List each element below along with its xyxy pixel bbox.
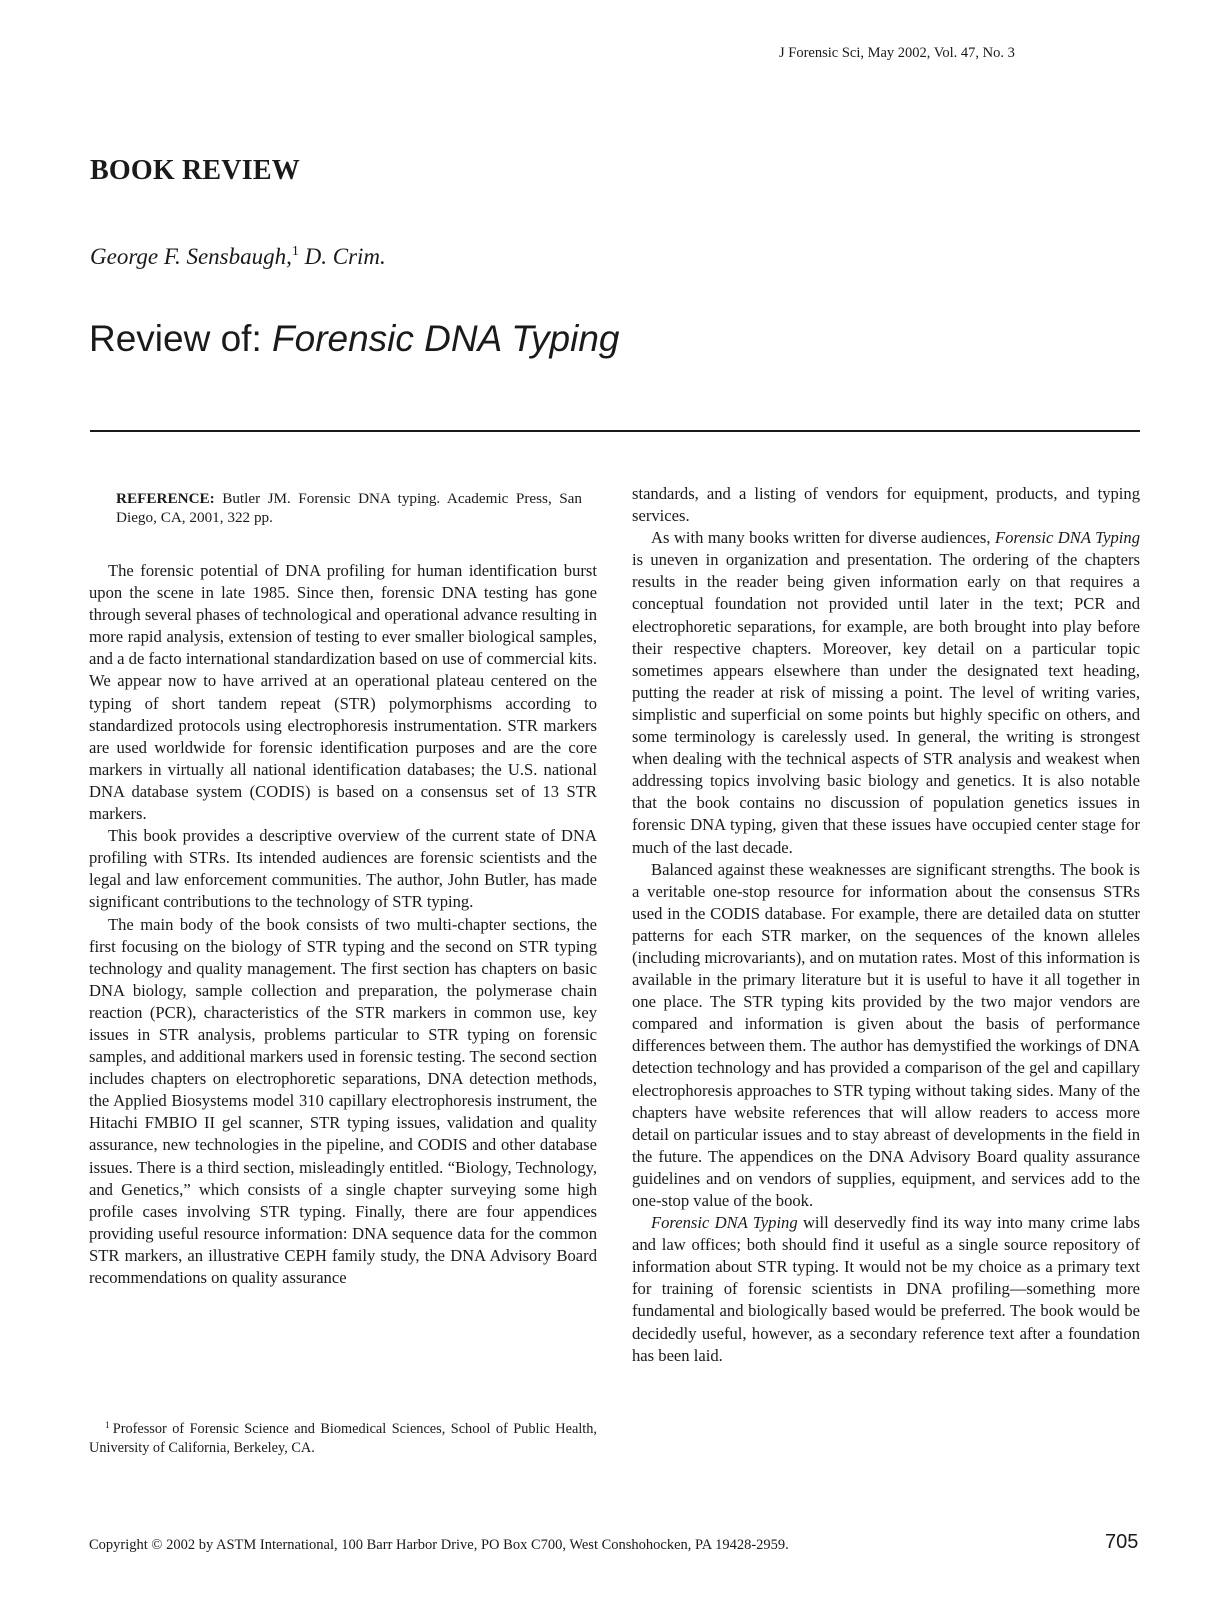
body-paragraph-6 — [632, 1212, 1140, 1367]
body-column-right — [632, 483, 1140, 1367]
footnote — [89, 1417, 597, 1457]
body-paragraph-2: This book provides a descriptive overview of the current state of DNA profiling with STRs. Its intended audiences are forensic scientists and the legal and law enforcement communities. The author, John Butler, has made significant contributions to the technology of STR typing. — [89, 826, 597, 912]
reference-block — [116, 490, 582, 527]
paragraph-6-text: will deservedly find its way into many crime labs and law offices; both should find it useful as a single source repository of information about STR typing. It would not be my choice as a primary text for training of forensic scientists in DNA profiling—something more fundamental and biologically based would be preferred. The book would be decidedly useful, however, as a secondary reference text after a foundation has been laid. — [632, 1213, 1140, 1365]
copyright-line: Copyright © 2002 by ASTM International, 100 Barr Harbor Drive, PO Box C700, West Conshohocken, PA 19428-2959. — [89, 1537, 789, 1553]
reference-label: REFERENCE: — [116, 490, 215, 507]
body-paragraph-3: The main body of the book consists of two multi-chapter sections, the first focusing on the biology of STR typing and the second on STR typing technology and quality management. The first section has chapters on basic DNA biology, sample collection and preparation, the polymerase chain reaction (PCR), characteristics of the STR markers in common use, key issues in STR analysis, problems particular to STR typing on forensic samples, and additional markers used in forensic testing. The second section includes chapters on electrophoretic separations, DNA detection methods, the Applied Biosystems model 310 capillary electrophoresis instrument, the Hitachi FMBIO II gel scanner, STR typing issues, validation and quality assurance, new technologies in the pipeline, and CODIS and other database issues. There is a third section, misleadingly entitled. “Biology, Technology, and Genetics,” which consists of a single chapter surveying some high profile cases involving STR typing. Finally, there are four appendices providing useful resource information: DNA sequence data for the common STR markers, an illustrative CEPH family study, the DNA Advisory Board recommendations on quality assurance — [89, 914, 597, 1287]
paragraph-4-lead: As with many books written for diverse audiences, — [651, 528, 991, 548]
book-title-italic: Forensic DNA Typing — [994, 528, 1141, 548]
body-paragraph-1: The forensic potential of DNA profiling for human identification burst upon the scene in late 1985. Since then, forensic DNA testing has gone through several phases of technological and operational advance resulting in more rapid analysis, extension of testing to ever smaller biological samples, and a de facto international standardization based on use of commercial kits. We appear now to have arrived at an operational plateau centered on the typing of short tandem repeat (STR) polymorphisms according to standardized protocols using electrophoresis instrumentation. STR markers are used worldwide for forensic identification purposes and are the core markers in virtually all national identification databases; the U.S. national DNA database system (CODIS) is based on a consensus set of 13 STR markers. — [89, 561, 597, 824]
reference-text: Butler JM. Forensic DNA typing. Academic Press, San Diego, CA, 2001, 322 pp. — [116, 490, 582, 526]
page-title — [89, 318, 620, 360]
book-title-italic: Forensic DNA Typing — [651, 1213, 798, 1233]
section-label: BOOK REVIEW — [90, 155, 300, 186]
body-paragraph-4 — [632, 527, 1140, 858]
running-head: J Forensic Sci, May 2002, Vol. 47, No. 3 — [779, 45, 1015, 61]
body-paragraph-3-continued: standards, and a listing of vendors for equipment, products, and typing services. — [632, 484, 1140, 526]
title-prefix: Review of: — [89, 318, 262, 359]
body-column-left — [89, 560, 597, 1289]
body-paragraph-5: Balanced against these weaknesses are significant strengths. The book is a veritable one-stop resource for information about the consensus STRs used in the CODIS database. For example, there are detailed data on stutter patterns for each STR marker, on the sequences of the known alleles (including microvariants), and on mutation rates. Most of this information is available in the primary literature but it is useful to have it all together in one place. The STR typing kits provided by the two major vendors are compared and information is given about the basis of performance differences between them. The author has demystified the workings of DNA detection technology and has provided a comparison of the gel and capillary electrophoresis approaches to STR typing without taking sides. Many of the chapters have website references that will allow readers to access more detail on particular issues and to stay abreast of developments in the field in the future. The appendices on the DNA Advisory Board quality assurance guidelines and on vendors of supplies, equipment, and services add to the one-stop value of the book. — [632, 859, 1140, 1210]
author-footnote-marker: 1 — [291, 244, 299, 259]
footnote-marker: 1 — [105, 1421, 110, 1431]
page-number: 705 — [1105, 1531, 1139, 1553]
title-divider — [90, 430, 1140, 432]
paragraph-4-text: is uneven in organization and presentation. The ordering of the chapters results in the reader being given information early on that requires a conceptual foundation not provided until later in the text; PCR and electrophoretic separations, for example, are both brought into play before their respective chapters. Moreover, key detail on a particular topic sometimes appears elsewhere than under the designated text heading, putting the reader at risk of missing a point. The level of writing varies, simplistic and superficial on some points but highly specific on others, and some terminology is carelessly used. In general, the writing is strongest when dealing with the technical aspects of STR analysis and weakest when addressing topics involving basic biology and genetics. It is also notable that the book contains no discussion of population genetics issues in forensic DNA typing, given that these issues have occupied center stage for much of the last decade. — [632, 550, 1140, 857]
author-line — [90, 244, 386, 270]
author-degree: D. Crim. — [304, 244, 386, 269]
footnote-text: Professor of Forensic Science and Biomedical Sciences, School of Public Health, University of California, Berkeley, CA. — [89, 1421, 597, 1456]
author-name: George F. Sensbaugh, — [90, 244, 292, 269]
title-book: Forensic DNA Typing — [272, 318, 620, 359]
